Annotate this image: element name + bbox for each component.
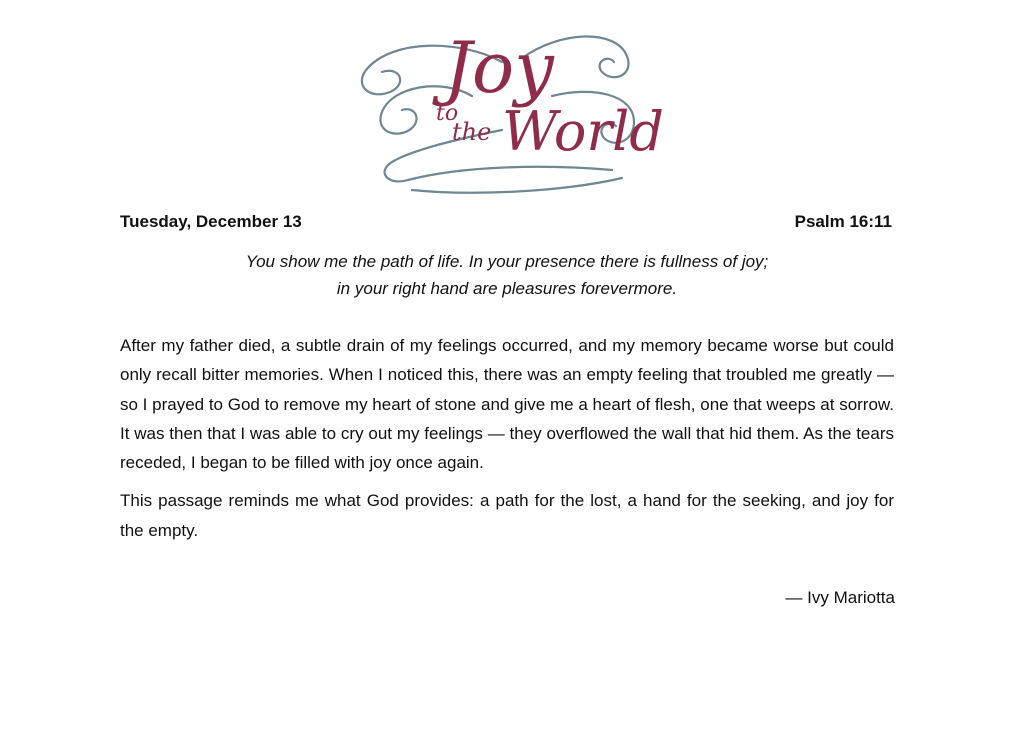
scripture-reference: Psalm 16:11 [794,212,892,231]
verse-line-1: You show me the path of life. In your presence there is fullness of joy; [245,252,769,271]
author-signature: — Ivy Mariotta [785,588,895,607]
body-paragraph-1: After my father died, a subtle drain of my feelings occurred, and my memory became worse but could only recall bitter memories. When I noticed this, there was an empty feeling that troubled me greatly — so I prayed to God to remove my heart of stone and give me a heart of flesh, one that weeps at sorrow. It was then that I was able to cry out my feelings — they overflowed the wall that hid them. As the tears receded, I began to be filled with joy once again. [120,336,894,473]
logo-word-the: the [452,118,492,146]
swirl-bottom [412,178,622,193]
body-paragraph-2: This passage reminds me what God provides: a path for the lost, a hand for the seeking, and joy for the empty. [120,491,894,540]
scripture-verse [120,248,894,302]
devotional-date: Tuesday, December 13 [120,212,302,231]
joy-to-the-world-logo [352,0,664,195]
logo-word-joy: Joy [444,27,554,109]
logo-word-to: to [436,101,459,126]
verse-line-2: in your right hand are pleasures forevermore. [336,279,678,298]
logo-artwork [352,0,664,195]
devotional-body [120,331,894,554]
logo-word-world: World [502,100,664,163]
devotional-header [120,212,894,236]
